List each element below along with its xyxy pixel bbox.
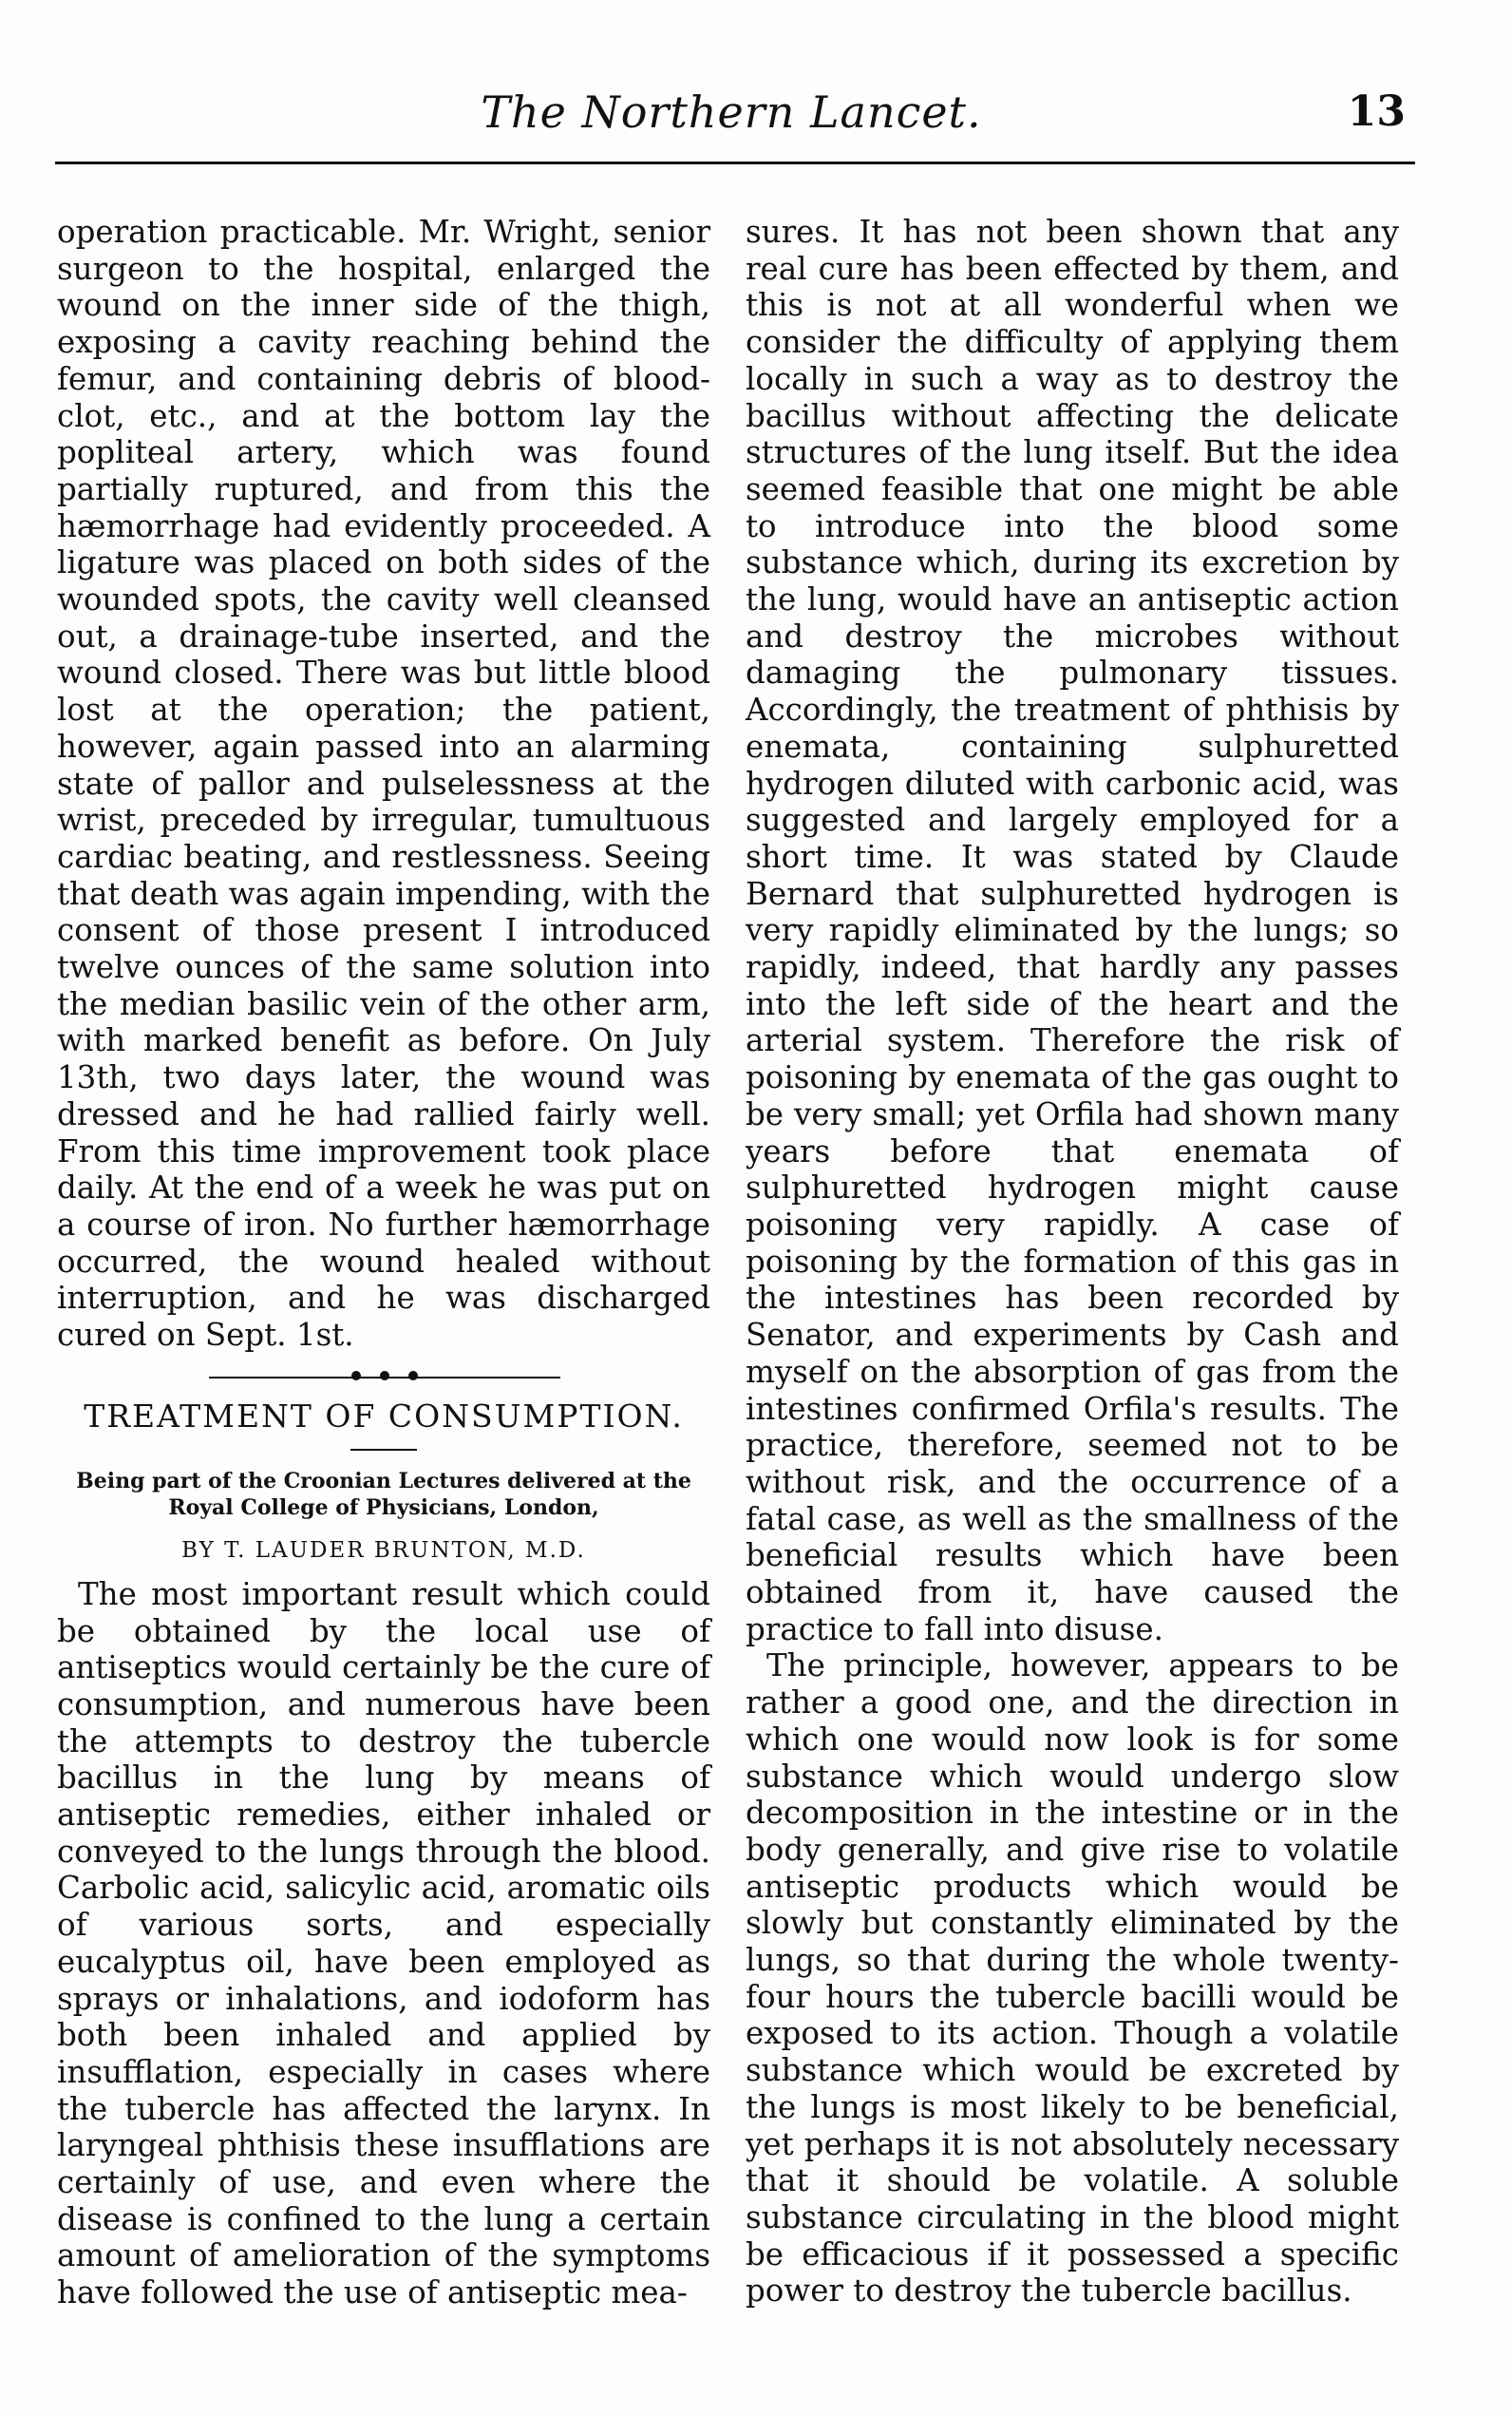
heading-rule: [350, 1449, 417, 1451]
paragraph-principle: The principle, however, appears to be rather a good one, and the direction in which one would now look is for some substance which would undergo slow decomposition in the intestine or in the body generally, and give rise to volatile antiseptic products which would be slowly but constantly eliminated by the lungs, so that during the whole twenty-four hours the tubercle bacilli would be exposed to its action. Though a volatile substance which would be excreted by the lungs is most likely to be beneficial, yet perhaps it is not absolutely necessary that it should be volatile. A soluble substance circulating in the blood might be efficacious if it possessed a specific power to destroy the tubercle bacillus.: [746, 1647, 1399, 2310]
running-title: The Northern Lancet.: [481, 86, 982, 138]
running-head: [57, 84, 1406, 141]
left-column: [57, 214, 710, 2311]
paragraph-antiseptics: The most important result which could be obtained by the local use of antiseptics would certainly be the cure of consumption, and numerous have been the attempts to destroy the tubercle bacillus in the lung by means of antiseptic remedies, either inhaled or conveyed to the lungs through the blood. Carbolic acid, salicylic acid, aromatic oils of various sorts, and especially eucalyptus oil, have been employed as sprays or inhalations, and iodoform has both been inhaled and applied by insufflation, especially in cases where the tubercle has affected the larynx. In laryngeal phthisis these insufflations are certainly of use, and even where the disease is confined to the lung a certain amount of amelioration of the symptoms have followed the use of antiseptic mea-: [57, 1575, 710, 2311]
divider-dot: [380, 1371, 389, 1380]
page-number: 13: [1347, 87, 1406, 136]
section-heading: TREATMENT OF CONSUMPTION.: [84, 1397, 684, 1435]
divider-dot: [351, 1371, 361, 1380]
author-byline: BY T. LAUDER BRUNTON, M.D.: [181, 1537, 586, 1563]
section-divider: [57, 1363, 710, 1392]
header-rule: [55, 162, 1415, 164]
right-column: [746, 214, 1399, 2310]
paragraph-case-report: operation practicable. Mr. Wright, senior surgeon to the hospital, enlarged the wound on the inner side of the thigh, exposing a cavity reaching behind the femur, and containing debris of blood-clot, etc., and at the bottom lay the popliteal artery, which was found partially ruptured, and from this the hæmorrhage had evidently proceeded. A ligature was placed on both sides of the wounded spots, the cavity well cleansed out, a drainage-tube inserted, and the wound closed. There was but little blood lost at the operation; the patient, however, again passed into an alarming state of pallor and pulselessness at the wrist, preceded by irregular, tumultuous cardiac beating, and restlessness. Seeing that death was again impending, with the consent of those present I introduced twelve ounces of the same solution into the median basilic vein of the other arm, with marked benefit as before. On July 13th, two days later, the wound was dressed and he had rallied fairly well. From this time improvement took place daily. At the end of a week he was put on a course of iron. No further hæmorrhage occurred, the wound healed without interruption, and he was discharged cured on Sept. 1st.: [57, 214, 710, 1354]
divider-dot: [408, 1371, 418, 1380]
paragraph-enemata: sures. It has not been shown that any real cure has been effected by them, and this is not at all wonderful when we consider the difficulty of applying them locally in such a way as to destroy the bacillus without affecting the delicate structures of the lung itself. But the idea seemed feasible that one might be able to introduce into the blood some substance which, during its excretion by the lung, would have an antiseptic action and destroy the microbes without damaging the pulmonary tissues. Accordingly, the treatment of phthisis by enemata, containing sulphuretted hydrogen diluted with carbonic acid, was suggested and largely employed for a short time. It was stated by Claude Bernard that sulphuretted hydrogen is very rapidly eliminated by the lungs; so rapidly, indeed, that hardly any passes into the left side of the heart and the arterial system. Therefore the risk of poisoning by enemata of the gas ought to be very small; yet Orfila had shown many years before that enemata of sulphuretted hydrogen might cause poisoning very rapidly. A case of poisoning by the formation of this gas in the intestines has been recorded by Senator, and experiments by Cash and myself on the absorption of gas from the intestines confirmed Orfila's results. The practice, therefore, seemed not to be without risk, and the occurrence of a fatal case, as well as the smallness of the beneficial results which have been obtained from it, have caused the practice to fall into disuse.: [746, 214, 1399, 1647]
lecture-note: Being part of the Croonian Lectures delivered at the Royal College of Physicians, London,: [76, 1468, 691, 1520]
